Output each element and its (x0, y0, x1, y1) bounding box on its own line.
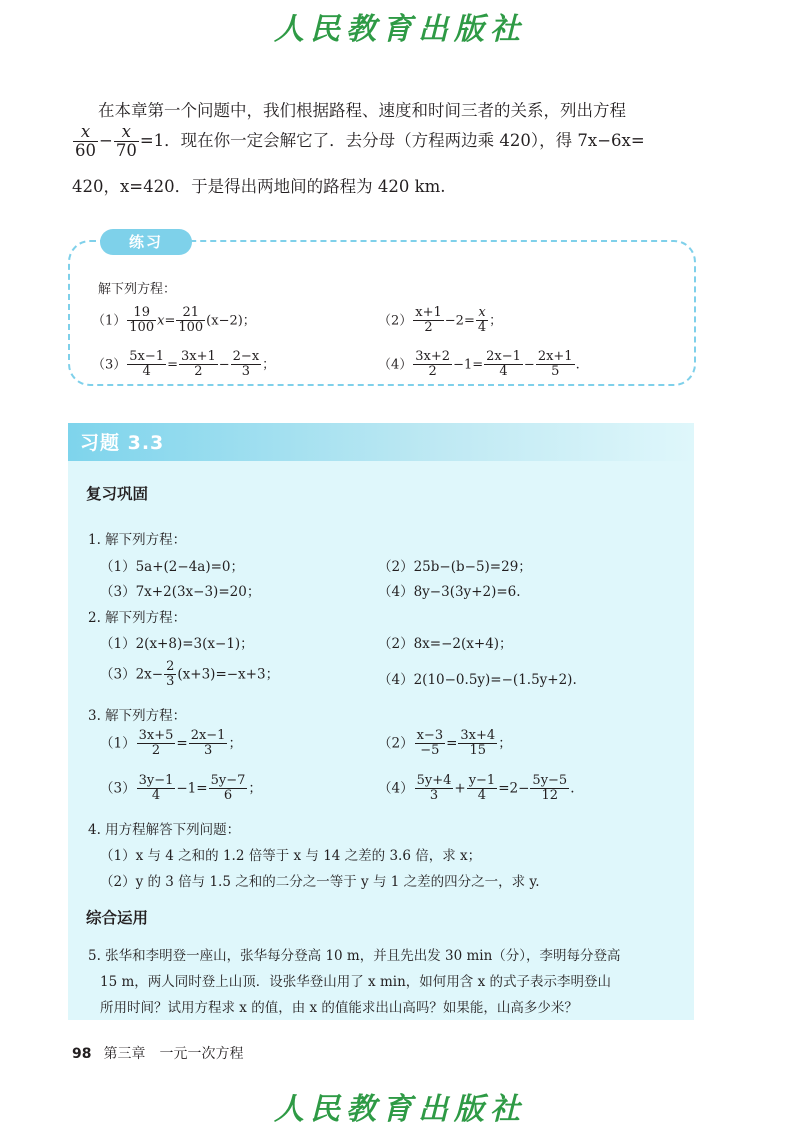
problem-2-title: 2. 解下列方程： (88, 610, 187, 626)
section-application-heading: 综合运用 (86, 909, 149, 927)
intro-line-1: 在本章第一个问题中，我们根据路程、速度和时间三者的关系，列出方程 (98, 101, 626, 120)
problem-4-title: 4. 用方程解答下列问题： (88, 822, 241, 838)
practice-q3: （3） $\frac{5x-1}{4}$ = $\frac{3x+1}{2}$ − $\frac{2-x}{3}$ ； (92, 349, 276, 380)
publisher-watermark-bottom: 人民教育出版社 (274, 1092, 526, 1127)
practice-q1: （1） $\frac{19}{100}$ x= $\frac{21}{100}$ (x−2)； (92, 305, 256, 336)
page-number: 98 (72, 1046, 92, 1062)
page-footer (72, 1043, 243, 1063)
problem-3d: （4） $\frac{5y+4}{3}$ + $\frac{y-1}{4}$ =2− $\frac{5y-5}{12}$ . (378, 773, 575, 804)
intro-line-2: $\frac{x}{60}$ − $\frac{x}{70}$ =1．现在你一定会解它了．去分母（方程两边乘 420），得 7x−6x= (75, 121, 645, 160)
section-review-heading: 复习巩固 (86, 485, 149, 503)
fraction-x-70: $\frac{x}{70}$ (115, 121, 137, 160)
problem-2b: （2）8x=−2(x+4)； (378, 636, 513, 652)
practice-tab-label: 练习 (100, 229, 192, 255)
practice-prompt: 解下列方程： (98, 282, 177, 297)
publisher-watermark-top: 人民教育出版社 (274, 12, 526, 47)
problem-2c: （3）2x− $\frac{2}{3}$ (x+3)=−x+3； (100, 659, 280, 690)
problem-1d: （4）8y−3(3y+2)=6. (378, 584, 521, 600)
problem-5-line-2: 15 m，两人同时登上山顶．设张华登山用了 x min，如何用含 x 的式子表示李明登山 (100, 974, 611, 990)
practice-q4: （4） $\frac{3x+2}{2}$ −1= $\frac{2x-1}{4}$ − $\frac{2x+1}{5}$ . (378, 349, 580, 380)
problem-2a: （1）2(x+8)=3(x−1)； (100, 636, 254, 652)
problem-3c: （3） $\frac{3y-1}{4}$ −1= $\frac{5y-7}{6}$ ； (100, 773, 262, 804)
fraction-x-60: $\frac{x}{60}$ (75, 121, 96, 160)
problem-1b: （2）25b−(b−5)=29； (378, 559, 532, 575)
problem-5-line-1: 5. 张华和李明登一座山，张华每分登高 10 m，并且先出发 30 min（分），李明每分登高 (88, 948, 621, 964)
intro-line-3: 420，x=420．于是得出两地间的路程为 420 km. (72, 177, 446, 196)
problem-1c: （3）7x+2(3x−3)=20； (100, 584, 261, 600)
problem-4a: （1）x 与 4 之和的 1.2 倍等于 x 与 14 之差的 3.6 倍，求 x； (100, 848, 482, 864)
problem-2d: （4）2(10−0.5y)=−(1.5y+2). (378, 672, 577, 688)
problem-5-line-3: 所用时间？试用方程求 x 的值，由 x 的值能求出山高吗？如果能，山高多少米？ (100, 1000, 578, 1016)
problem-1-title: 1. 解下列方程： (88, 532, 187, 548)
problem-1a: （1）5a+(2−4a)=0； (100, 559, 245, 575)
problem-3b: （2） $\frac{x-3}{-5}$ = $\frac{3x+4}{15}$ ； (378, 728, 512, 759)
problem-3-title: 3. 解下列方程： (88, 708, 187, 724)
chapter-title: 第三章 一元一次方程 (103, 1046, 244, 1062)
problem-3a: （1） $\frac{3x+5}{2}$ = $\frac{2x-1}{3}$ ； (100, 728, 242, 759)
practice-q2: （2） $\frac{x+1}{2}$ −2= $\frac{x}{4}$ ； (378, 305, 503, 336)
problem-4b: （2）y 的 3 倍与 1.5 之和的二分之一等于 y 与 1 之差的四分之一，求 y. (100, 874, 540, 890)
exercise-title: 习题 3.3 (80, 432, 165, 454)
